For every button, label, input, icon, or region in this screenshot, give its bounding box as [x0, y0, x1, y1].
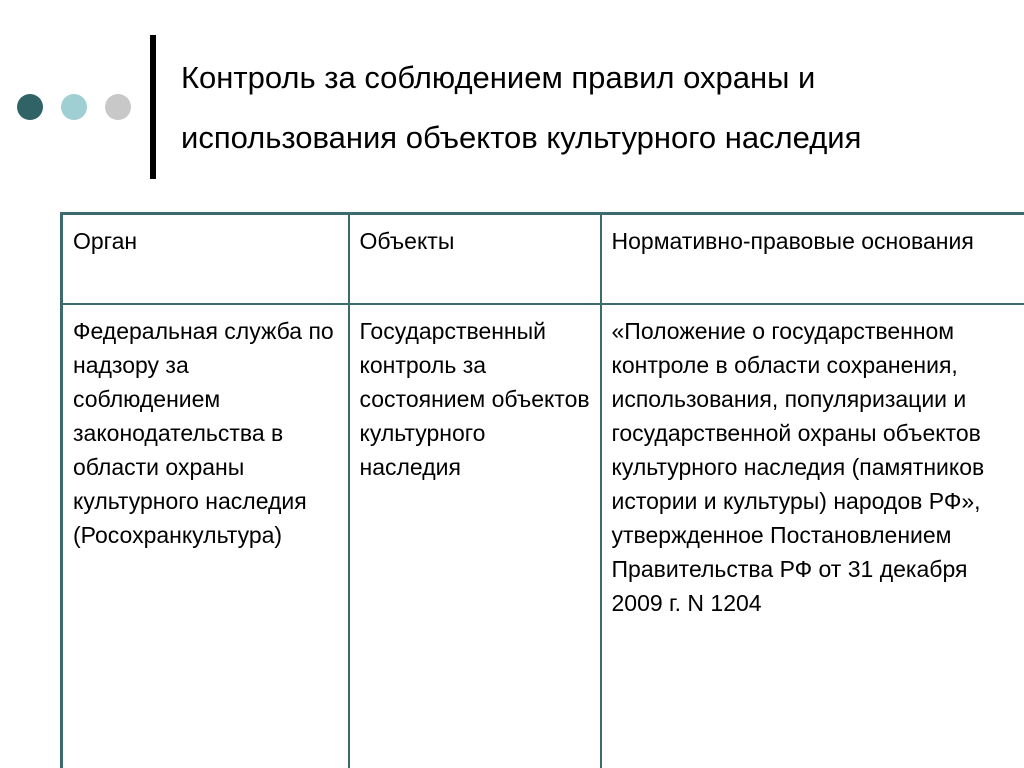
cell-objects: Государственный контроль за состоянием объектов культурного наследия	[349, 304, 601, 768]
decorative-dot-gray	[105, 94, 131, 120]
slide-title-line-1: Контроль за соблюдением правил охраны и	[181, 60, 816, 95]
header-objects: Объекты	[349, 214, 601, 305]
slide-title	[181, 48, 981, 168]
table-header-row	[62, 214, 1024, 305]
control-table	[60, 212, 1024, 768]
cell-organ: Федеральная служба по надзору за соблюдением законодательства в области охраны культурного наследия (Росохранкультура)	[62, 304, 349, 768]
decorative-dot-light	[61, 94, 87, 120]
decorative-dot-dark	[17, 94, 43, 120]
header-organ: Орган	[62, 214, 349, 305]
table-row	[62, 304, 1024, 768]
header-legal-basis: Нормативно-правовые основания	[601, 214, 1024, 305]
cell-legal-basis: «Положение о государственном контроле в области сохранения, использования, популяризации и государственной охраны объектов культурного наследия (памятников истории и культуры) народов РФ», утвержденное Постановлением Правительства РФ от 31 декабря 2009 г. N 1204	[601, 304, 1024, 768]
title-divider-bar	[150, 35, 156, 179]
slide-title-line-2: использования объектов культурного наследия	[181, 120, 862, 155]
